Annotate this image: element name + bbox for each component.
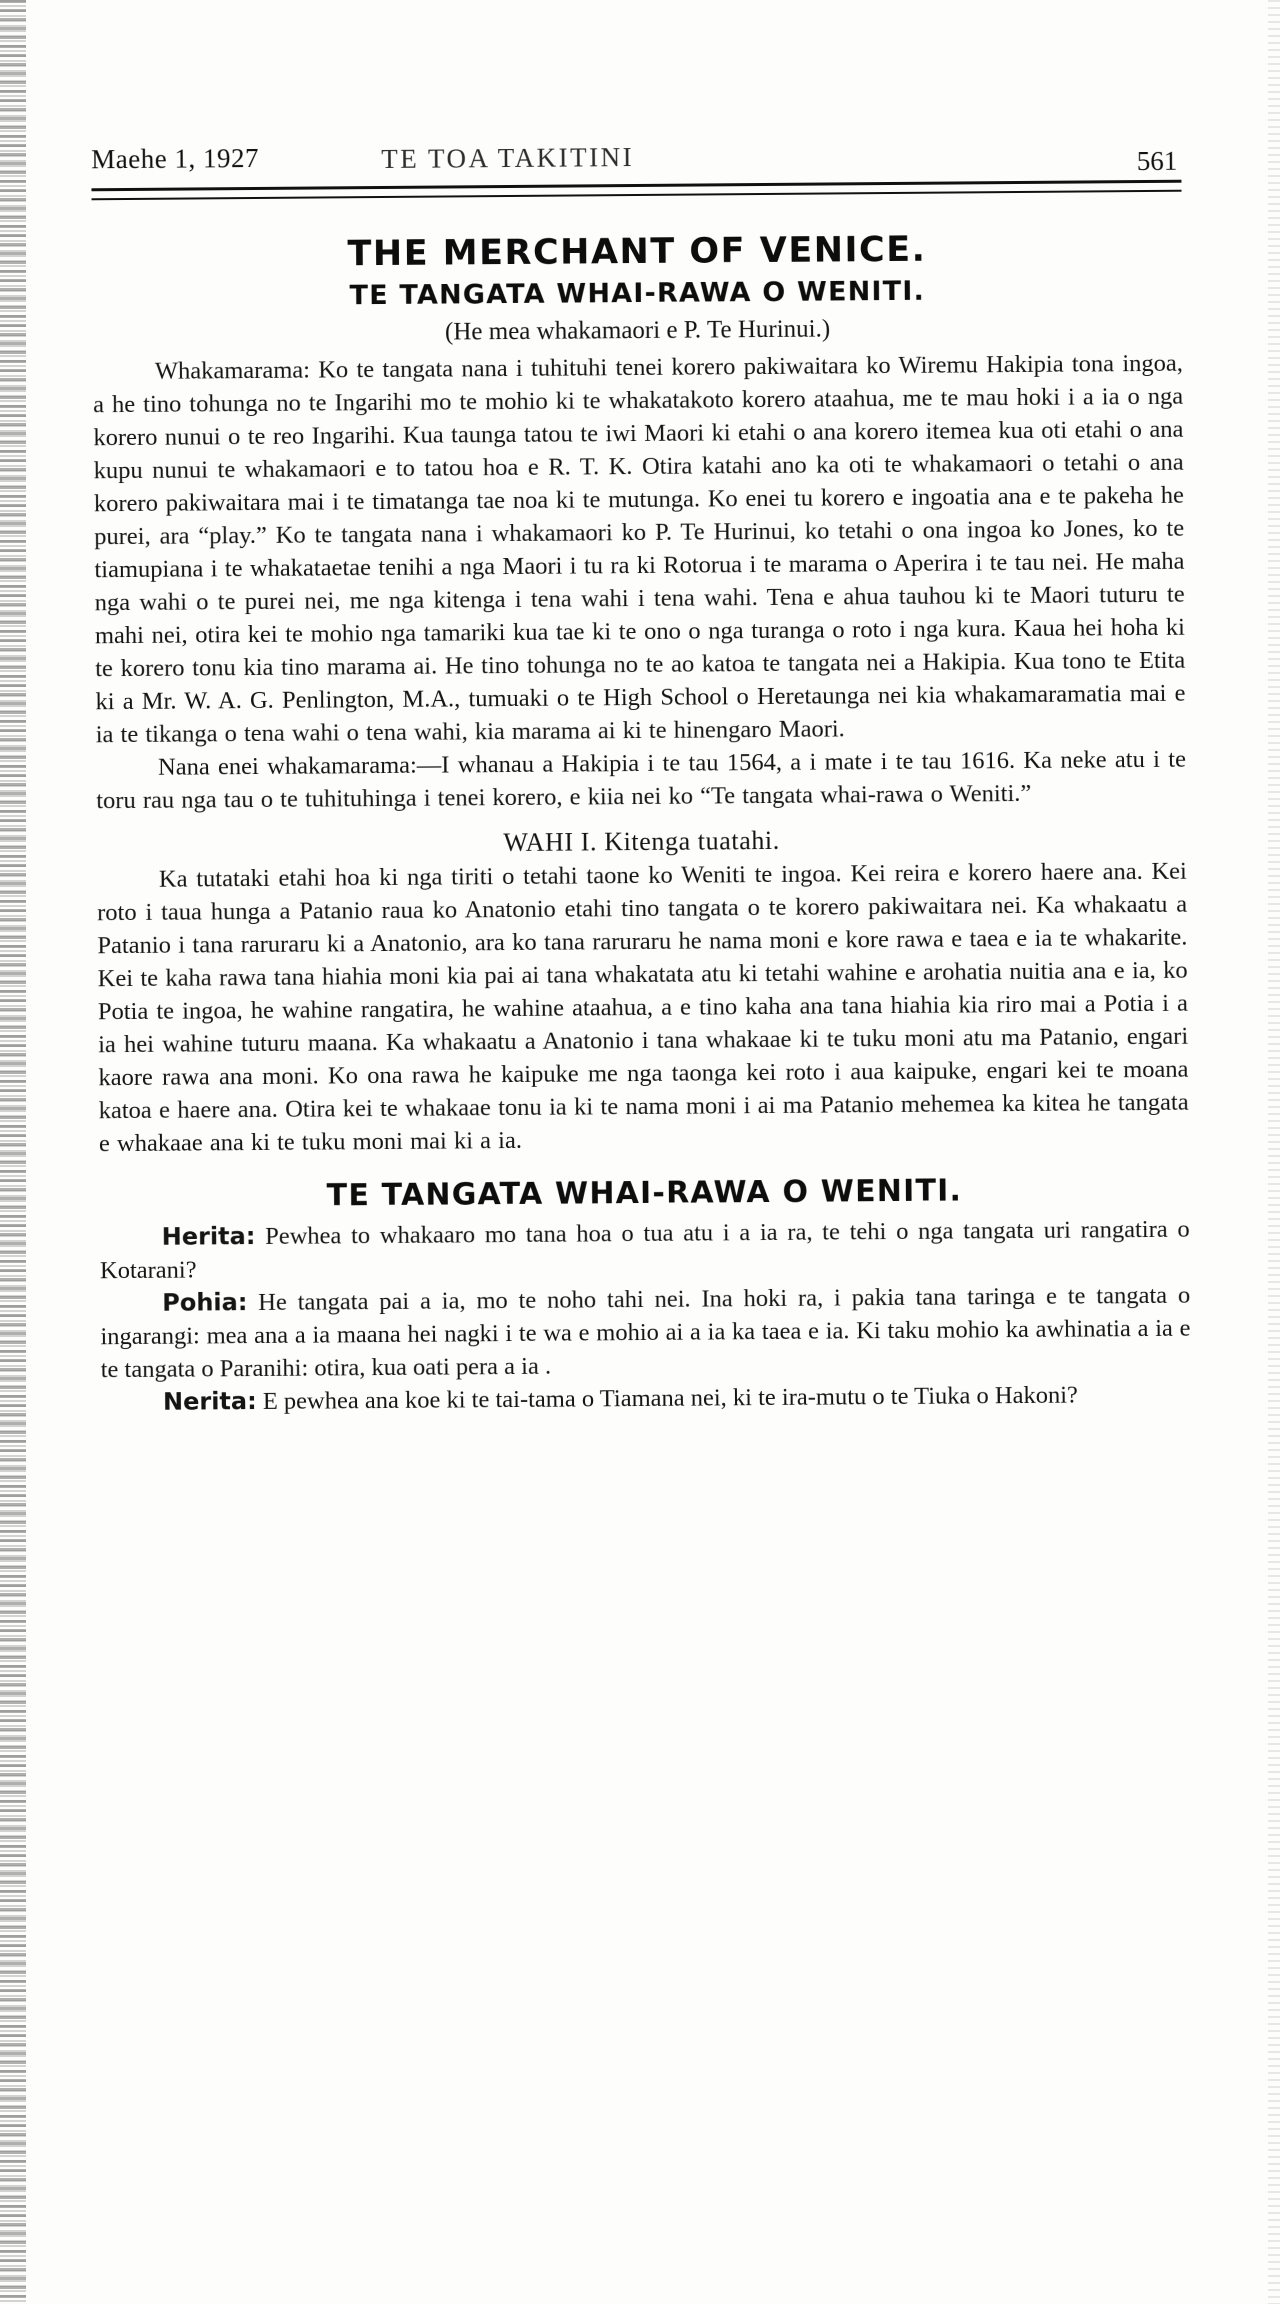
article-title-maori: TE TANGATA WHAI-RAWA O WENITI. [349, 275, 926, 312]
scan-edge-left [0, 0, 26, 2304]
running-head [91, 136, 1182, 215]
page-number: 561 [1136, 145, 1178, 177]
speaker-name: Nerita: [162, 1387, 257, 1416]
speaker-name: Herita: [161, 1222, 256, 1251]
publication-title: TE TOA TAKITINI [381, 142, 635, 174]
dialogue-line [100, 1213, 1190, 1288]
paragraph: Whakamarama: Ko te tangata nana i tuhituhi tenei korero pakiwaitara ko Wiremu Hakipia tona ingoa, a he tino tohunga no te Ingarihi mo te mohio ki te whakatakoto korero ataahua, me te mau hoki i a ia o nga korero nunui o te reo Ingarihi. Kua taunga tatou te iwi Maori ki etahi o ana korero itemea kua oti etahi o ana kupu nunui te whakamaori e to tatou hoa e R. T. K. Otira katahi ano ka oti te whakamaori o tetahi o ana korero pakiwaitara mai i te timatanga tae noa ki te mutunga. Ko enei tu korero e ingoatia ana e te pakeha he purei, ara “play.” Ko te tangata nana i whakamaori ko P. Te Hurinui, ko tetahi o ona ingoa ko Jones, ko te tiamupiana i te whakataetae tenihi a nga Maori i tu ra ki Rotorua i te marama o Aperira i te tau nei. He maha nga wahi o te purei nei, me nga kitenga i tena wahi i tena wahi. Tena e ahua tauhou ki te Maori tuturu te mahi nei, otira kei te mohio nga tamariki kua tae ki te ono o nga turanga o roto i nga kura. Kaua hei hoha ki te korero tonu kia tino marama ai. He tino tohunga no te ao katoa te tangata nei a Hakipia. Kua tono te Etita ki a Mr. W. A. G. Penlington, M.A., tumuaki o te High School o Heretaunga nei kia whakamaramatia mai e ia te tikanga o tena wahi o tena wahi, kia marama ai ki te hinengaro Maori. [93, 349, 1186, 749]
speaker-name: Pohia: [162, 1288, 248, 1317]
paragraph: Nana enei whakamarama:—I whanau a Hakipia i te tau 1564, a i mate i te tau 1616. Ka neke atu i te toru rau nga tau o te tuhituhinga i tenei korero, e kiia nei ko “Te tangata whai-rawa o Weniti.” [96, 745, 1187, 815]
issue-date: Maehe 1, 1927 [91, 142, 260, 175]
scan-edge-right [1268, 0, 1280, 2304]
translator-note: (He mea whakamaori e P. Te Hurinui.) [444, 315, 831, 346]
play-heading: TE TANGATA WHAI-RAWA O WENITI. [326, 1173, 963, 1214]
article-title-english: THE MERCHANT OF VENICE. [347, 229, 927, 275]
article-body [93, 347, 1191, 1420]
paragraph: Ka tutataki etahi hoa ki nga tiriti o tetahi taone ko Weniti te ingoa. Kei reira e korero haere ana. Kei roto i taua hunga a Patanio raua ko Anatonio etahi tino tangata o te korero pakiwaitara nei. Ka whakaatu a Patanio i tana raruraru ki a Anatonio, ara ko tana raruraru he nama moni e kore rawa e taea e ia te whakarite. Kei te kaha rawa tana hiahia moni kia pai ai tana whakatata atu ki tetahi wahine e arohatia nuitia ana e ia, ko Potia te ingoa, he wahine rangatira, he wahine ataahua, a e tino kaha ana tana hiahia kia riro mai a Potia i a ia hei wahine tuturu maana. Ka whakaatu a Anatonio i tana whakaae ki te tuku moni atu ma Patanio, engari kaore rawa ana moni. Ko ona rawa he kaipuke me nga taonga kei roto i aua kaipuke, engari kei te moana katoa e haere ana. Otira kei te whakaae tonu ia ki te nama moni i ai ma Patanio mehemea ka kitea he tangata e whakaae ana ki te tuku moni mai ki a ia. [97, 857, 1189, 1158]
speaker-text: He tangata pai a ia, mo te noho tahi nei. Ina hoki ra, i pakia tana taringa e te tangata o ingarangi: mea ana a ia maana hei nagki i te wa e mohio ai a ia ka taea e ia. Ki taku mohio ka awhinatia a ia e te tangata o Paranihi: otira, kua oati pera a ia . [100, 1281, 1191, 1384]
section-heading-wahi: WAHI I. Kitenga tuatahi. [503, 825, 780, 858]
speaker-text: Pewhea to whakaaro mo tana hoa o tua atu i a ia ra, te tehi o nga tangata uri rangatira o Kotarani? [99, 1215, 1190, 1285]
page-content [90, 0, 1198, 2308]
header-rule [91, 180, 1181, 201]
dialogue-line [100, 1279, 1191, 1387]
speaker-text: E pewhea ana koe ki te tai-tama o Tiamana nei, ki te ira-mutu o te Tiuka o Hakoni? [262, 1381, 1079, 1415]
